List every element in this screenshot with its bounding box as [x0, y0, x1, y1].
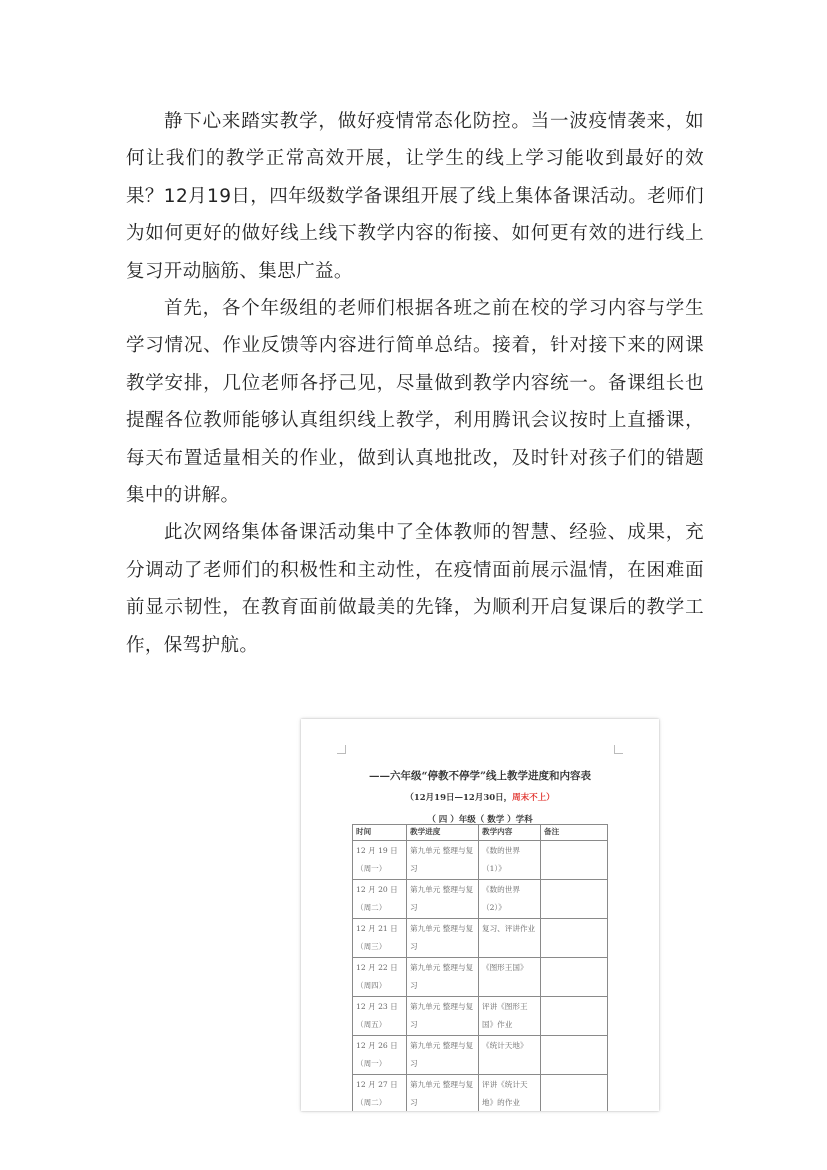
cell-note	[541, 1036, 608, 1075]
cell-content: 《数的世界（1）》	[479, 841, 541, 880]
cell-time: 12 月 19 日（周一）	[353, 841, 407, 880]
table-row	[353, 1036, 608, 1075]
crop-mark	[337, 745, 346, 754]
table-row	[353, 841, 608, 880]
date-range-text: （12月19日—12月30日，	[405, 793, 513, 803]
cell-note	[541, 1075, 608, 1112]
article-body	[126, 103, 704, 664]
cell-progress: 第九单元 整理与复习	[407, 919, 479, 958]
cell-progress: 第九单元 整理与复习	[407, 880, 479, 919]
schedule-date-range	[301, 791, 659, 803]
cell-note	[541, 997, 608, 1036]
paragraph: 此次网络集体备课活动集中了全体教师的智慧、经验、成果，充分调动了老师们的积极性和主动性，在疫情面前展示温情，在困难面前显示韧性，在教育面前做最美的先锋，为顺利开启复课后的教学工作，保驾护航。	[126, 522, 704, 656]
cell-time: 12 月 23 日（周五）	[353, 997, 407, 1036]
cell-note	[541, 841, 608, 880]
cell-time: 12 月 20 日（周二）	[353, 880, 407, 919]
cell-content: 评讲《图形王国》作业	[479, 997, 541, 1036]
table-row	[353, 997, 608, 1036]
paragraph: 首先，各个年级组的老师们根据各班之前在校的学习内容与学生学习情况、作业反馈等内容进行简单总结。接着，针对接下来的网课教学安排，几位老师各抒己见，尽量做到教学内容统一。备课组长也提醒各位教师能够认真组织线上教学，利用腾讯会议按时上直播课，每天布置适量相关的作业，做到认真地批改，及时针对孩子们的错题集中的讲解。	[126, 298, 704, 507]
header-content: 教学内容	[479, 825, 541, 841]
table-header-row	[353, 825, 608, 841]
cell-progress: 第九单元 整理与复习	[407, 841, 479, 880]
schedule-title: ——六年级“停教不停学”线上教学进度和内容表	[368, 770, 592, 782]
table-row	[353, 919, 608, 958]
schedule-table-image	[301, 719, 659, 1111]
cell-content: 《统计天地》	[479, 1036, 541, 1075]
crop-mark	[614, 745, 623, 754]
table-row	[353, 880, 608, 919]
cell-content: 复习、评讲作业	[479, 919, 541, 958]
table-row	[353, 1075, 608, 1112]
cell-content: 《图形王国》	[479, 958, 541, 997]
cell-time: 12 月 27 日（周二）	[353, 1075, 407, 1112]
header-progress: 教学进度	[407, 825, 479, 841]
date-range-note: 周末不上）	[512, 793, 555, 803]
cell-note	[541, 919, 608, 958]
cell-progress: 第九单元 整理与复习	[407, 958, 479, 997]
cell-time: 12 月 22 日（周四）	[353, 958, 407, 997]
schedule-subject-line: （ 四 ）年级（ 数学 ）学科	[427, 815, 533, 825]
cell-progress: 第九单元 整理与复习	[407, 1036, 479, 1075]
cell-note	[541, 958, 608, 997]
cell-progress: 第九单元 整理与复习	[407, 1075, 479, 1112]
paragraph: 静下心来踏实教学，做好疫情常态化防控。当一波疫情袭来，如何让我们的教学正常高效开展，让学生的线上学习能收到最好的效果？12月19日，四年级数学备课组开展了线上集体备课活动。老师们为如何更好的做好线上线下教学内容的衔接、如何更有效的进行线上复习开动脑筋、集思广益。	[126, 111, 704, 282]
cell-progress: 第九单元 整理与复习	[407, 997, 479, 1036]
cell-content: 评讲《统计天地》的作业	[479, 1075, 541, 1112]
cell-time: 12 月 21 日（周三）	[353, 919, 407, 958]
header-time: 时间	[353, 825, 407, 841]
schedule-table	[352, 824, 608, 1111]
header-note: 备注	[541, 825, 608, 841]
cell-content: 《数的世界（2）》	[479, 880, 541, 919]
table-row	[353, 958, 608, 997]
cell-time: 12 月 26 日（周一）	[353, 1036, 407, 1075]
cell-note	[541, 880, 608, 919]
